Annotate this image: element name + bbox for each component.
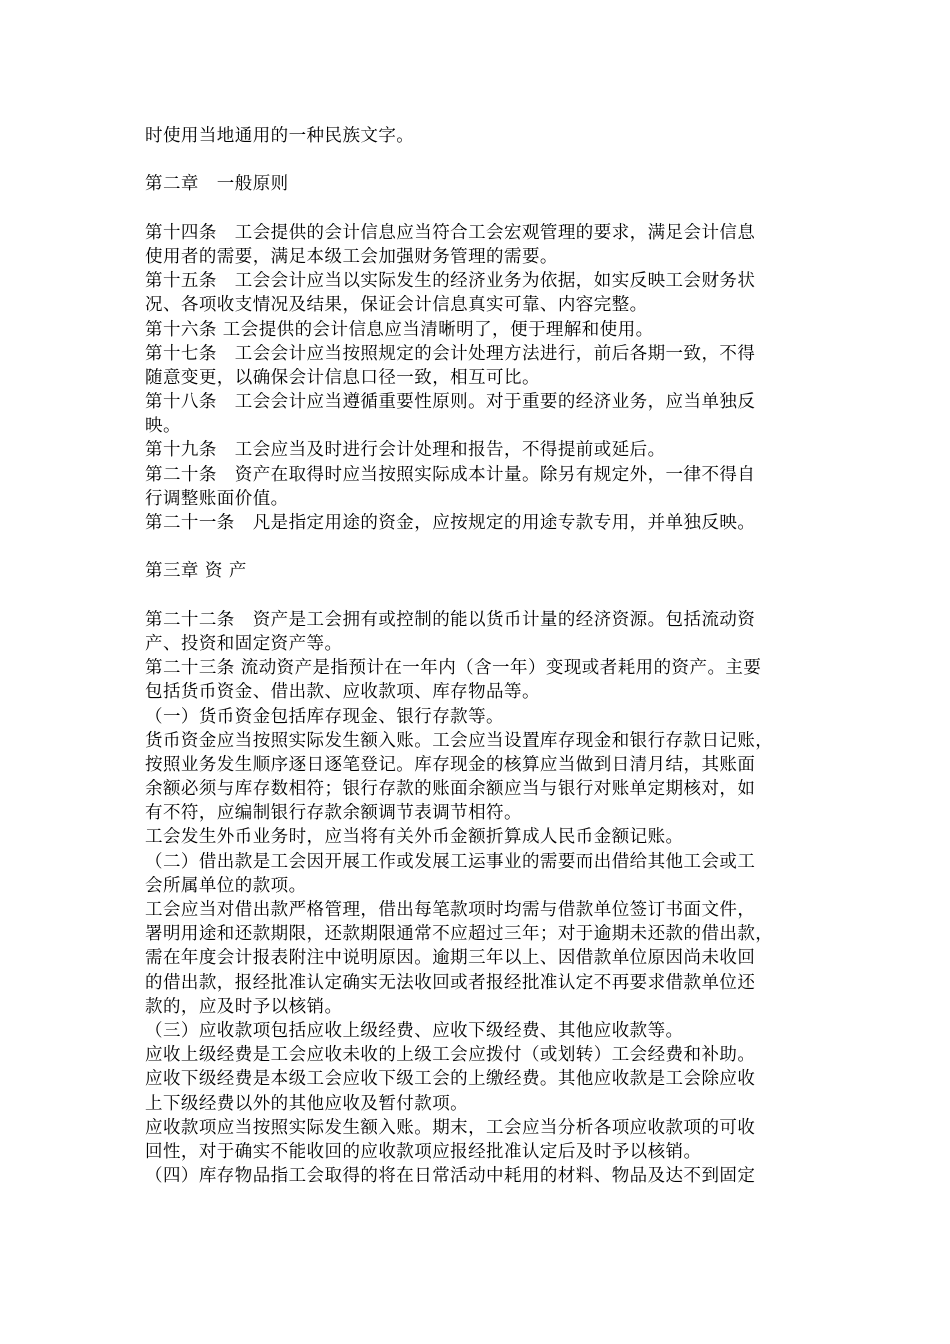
text-line: 工会应当对借出款严格管理，借出每笔款项时均需与借款单位签订书面文件， (145, 900, 756, 920)
blank-line (145, 584, 817, 608)
text-line: 第十八条 工会会计应当遵循重要性原则。对于重要的经济业务，应当单独反 (145, 392, 756, 413)
text-line: 况、各项收支情况及结果，保证会计信息真实可靠、内容完整。 (145, 295, 648, 316)
text-line: 产、投资和固定资产等。 (145, 633, 343, 654)
text-line: 工会发生外币业务时，应当将有关外币金额折算成人民币金额记账。 (145, 827, 684, 848)
text-line: （三）应收款项包括应收上级经费、应收下级经费、其他应收款等。 (145, 1020, 684, 1041)
text-line: 署明用途和还款期限，还款期限通常不应超过三年；对于逾期未还款的借出款， (145, 924, 774, 945)
text-line: 映。 (145, 416, 181, 437)
text-line: 包括货币资金、借出款、应收款项、库存物品等。 (145, 682, 540, 703)
text-line: 行调整账面价值。 (145, 488, 289, 509)
text-line: 第二十条 资产在取得时应当按照实际成本计量。除另有规定外，一律不得自 (145, 464, 756, 485)
text-line: 应收款项应当按照实际发生额入账。期末，工会应当分析各项应收款项的可收 (145, 1117, 756, 1138)
text-line: 时使用当地通用的一种民族文字。 (145, 126, 415, 146)
text-line: 第二十一条 凡是指定用途的资金，应按规定的用途专款专用，并单独反映。 (145, 513, 756, 533)
text-line: 使用者的需要，满足本级工会加强财务管理的需要。 (145, 246, 558, 267)
text-line: （二）借出款是工会因开展工作或发展工运事业的需要而出借给其他工会或工 (145, 851, 756, 872)
text-line: 的借出款，报经批准认定确实无法收回或者报经批准认定不再要求借款单位还 (145, 972, 756, 993)
chapter-heading: 第二章 一般原则 (145, 174, 289, 195)
text-line: 随意变更，以确保会计信息口径一致，相互可比。 (145, 367, 540, 388)
text-line: 会所属单位的款项。 (145, 875, 307, 896)
chapter-heading: 第三章 资 产 (145, 561, 247, 582)
text-line: 第十九条 工会应当及时进行会计处理和报告，不得提前或延后。 (145, 440, 666, 461)
text-line: 货币资金应当按照实际发生额入账。工会应当设置库存现金和银行存款日记账， (145, 730, 774, 751)
text-line: 第十六条 工会提供的会计信息应当清晰明了，便于理解和使用。 (145, 319, 654, 340)
text-line: 第十七条 工会会计应当按照规定的会计处理方法进行，前后各期一致，不得 (145, 343, 756, 364)
text-line: 余额必须与库存数相符；银行存款的账面余额应当与银行对账单定期核对，如 (145, 779, 756, 800)
text-line: 上下级经费以外的其他应收及暂付款项。 (145, 1093, 469, 1114)
text-line: 款的，应及时予以核销。 (145, 996, 343, 1017)
blank-line (145, 148, 817, 172)
blank-line (145, 535, 817, 559)
text-line: 需在年度会计报表附注中说明原因。逾期三年以上、因借款单位原因尚未收回 (145, 948, 756, 969)
text-line: 第二十二条 资产是工会拥有或控制的能以货币计量的经济资源。包括流动资 (145, 609, 756, 630)
text-line: 第十五条 工会会计应当以实际发生的经济业务为依据，如实反映工会财务状 (145, 271, 756, 292)
text-line: 应收下级经费是本级工会应收下级工会的上缴经费。其他应收款是工会除应收 (145, 1069, 756, 1090)
document-body (145, 124, 817, 1188)
text-line: （四）库存物品指工会取得的将在日常活动中耗用的材料、物品及达不到固定 (145, 1166, 756, 1187)
text-line: 应收上级经费是工会应收未收的上级工会应拨付（或划转）工会经费和补助。 (145, 1045, 756, 1066)
text-line: 有不符，应编制银行存款余额调节表调节相符。 (145, 803, 522, 824)
text-line: 回性，对于确实不能收回的应收款项应报经批准认定后及时予以核销。 (145, 1141, 702, 1162)
text-line: （一）货币资金包括库存现金、银行存款等。 (145, 706, 504, 727)
text-line: 第二十三条 流动资产是指预计在一年内（含一年）变现或者耗用的资产。主要 (145, 658, 762, 679)
blank-line (145, 197, 817, 221)
text-line: 第十四条 工会提供的会计信息应当符合工会宏观管理的要求，满足会计信息 (145, 222, 756, 243)
text-line: 按照业务发生顺序逐日逐笔登记。库存现金的核算应当做到日清月结，其账面 (145, 754, 756, 775)
